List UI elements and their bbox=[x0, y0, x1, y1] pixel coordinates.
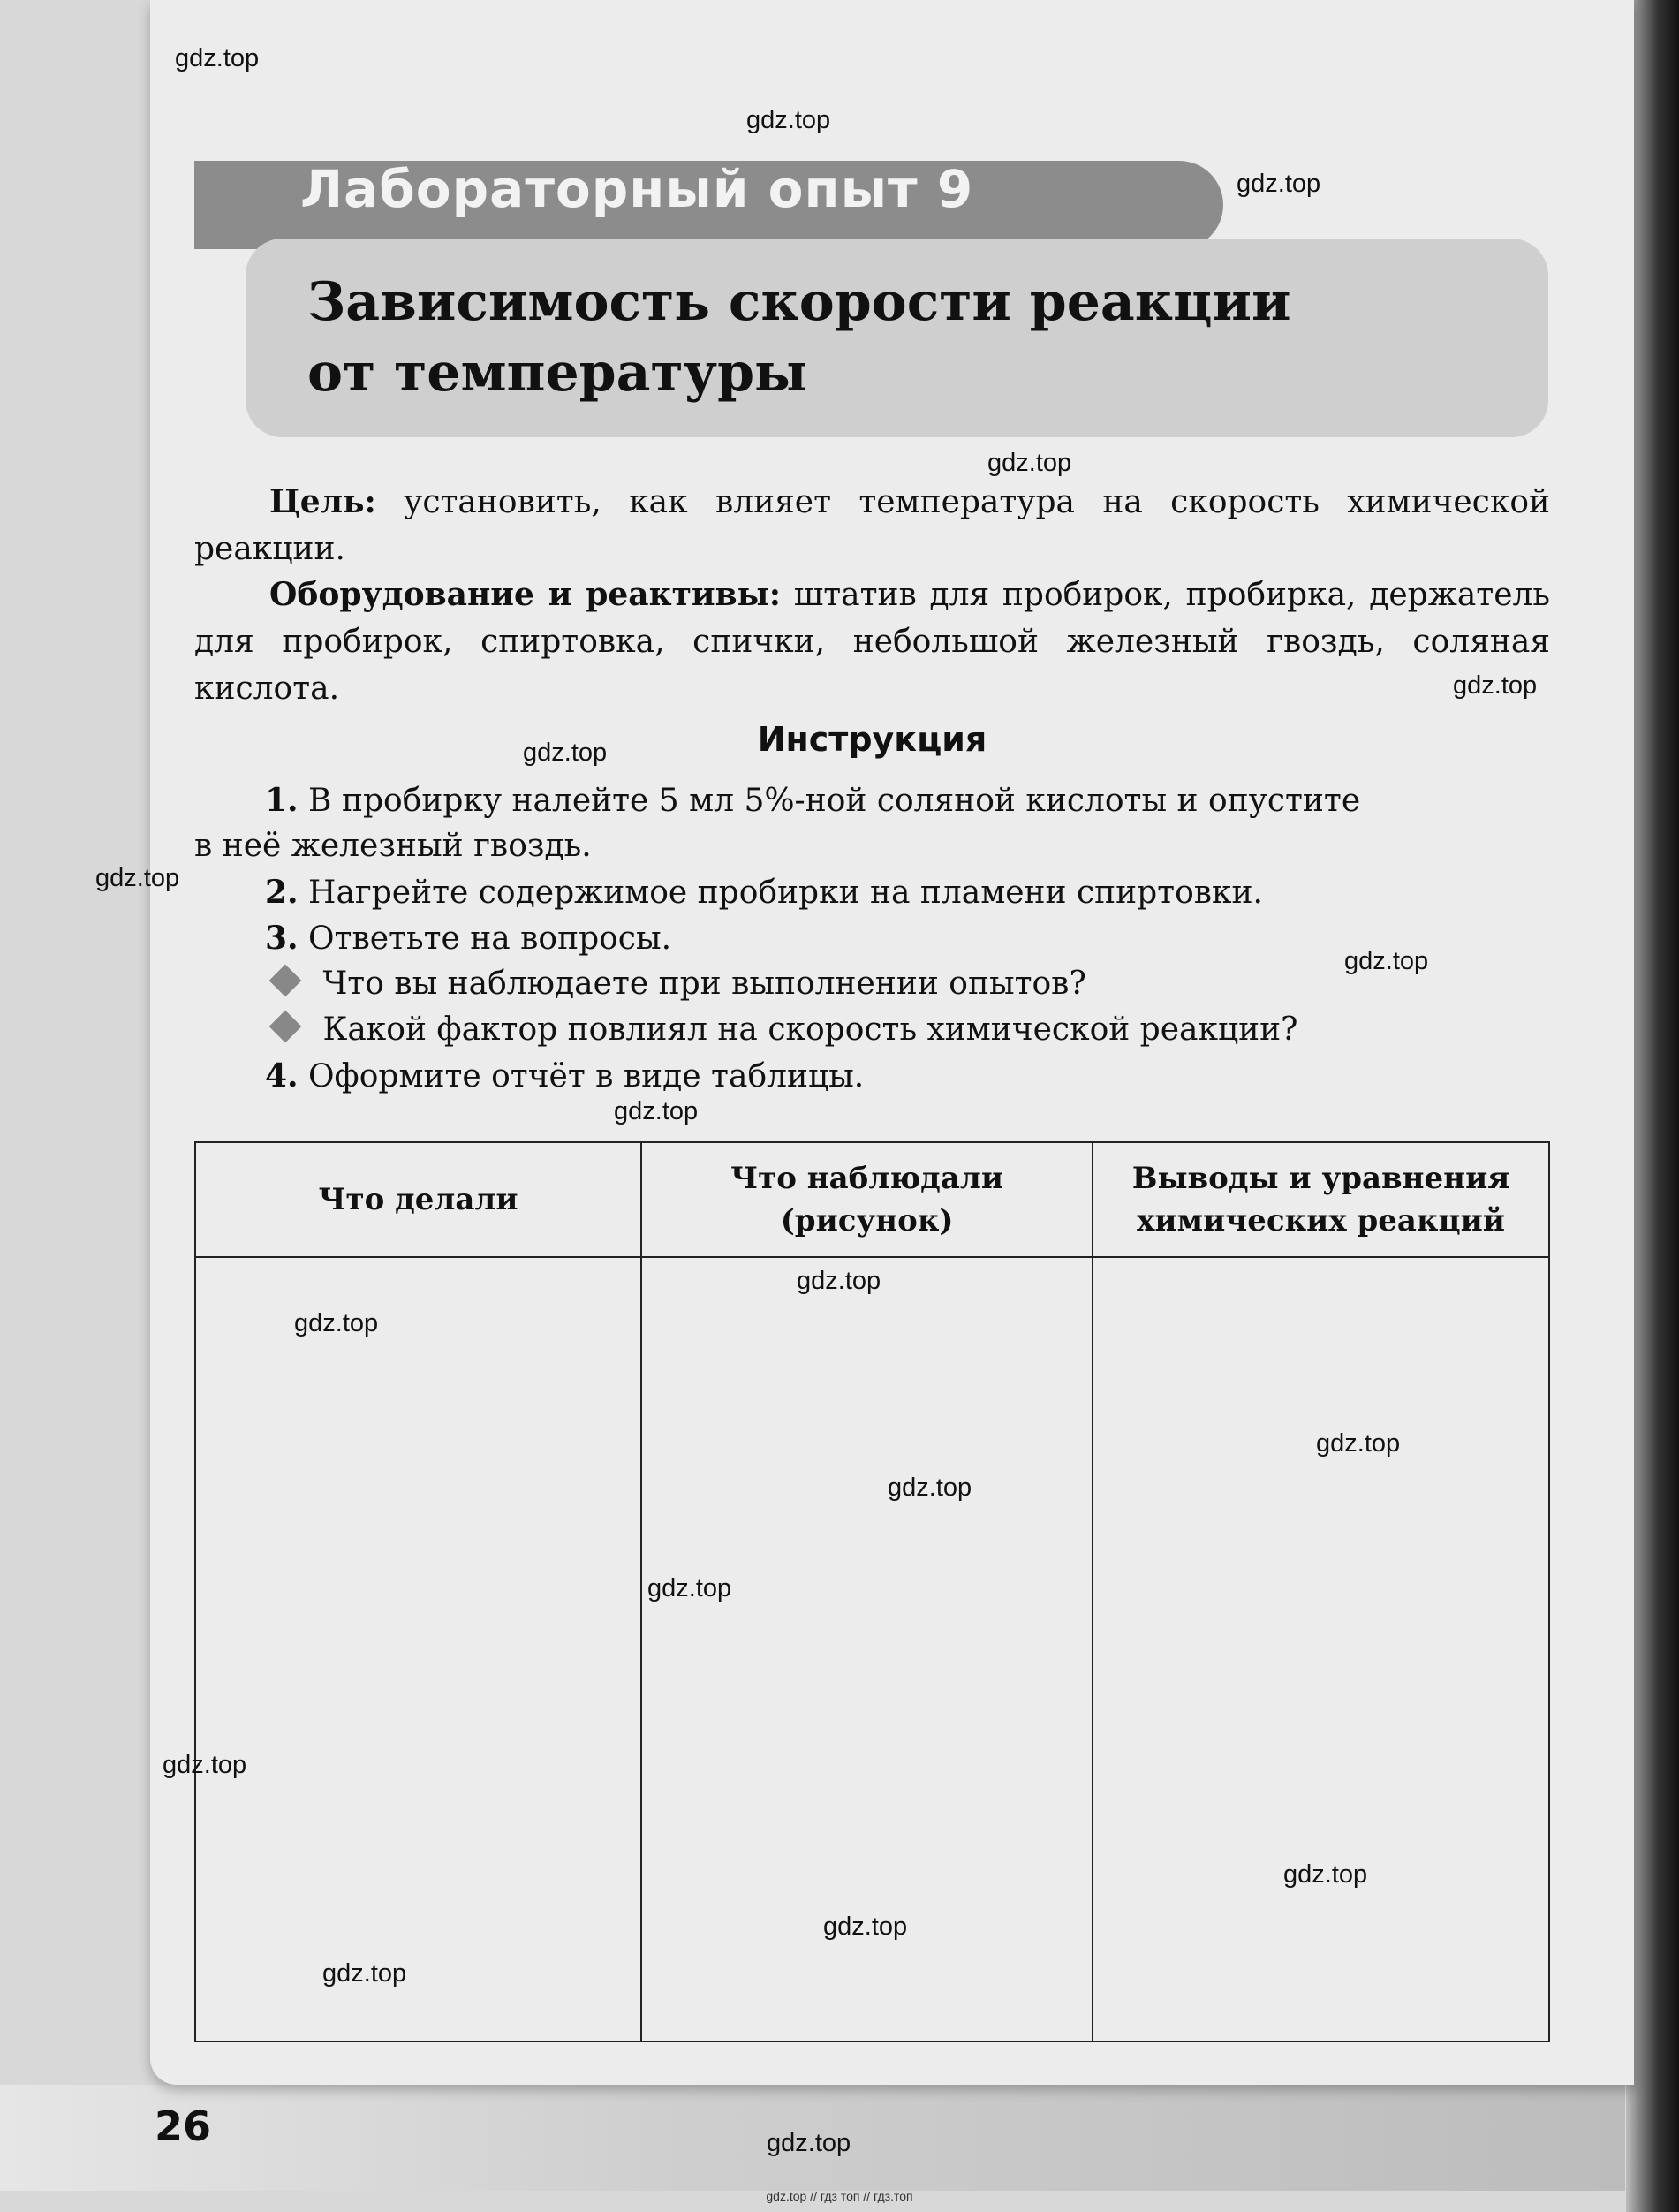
watermark: gdz.top bbox=[797, 1267, 881, 1295]
equipment-label: Оборудование и реактивы: bbox=[269, 576, 781, 613]
header-what-observed: Что наблюдали (рисунок) bbox=[641, 1142, 1093, 1257]
watermark: gdz.top bbox=[294, 1309, 379, 1337]
watermark: gdz.top bbox=[322, 1959, 407, 1988]
step-1-number: 1. bbox=[265, 782, 299, 819]
step-1-text: В пробирку налейте 5 мл 5%-ной соляной кислоты и опустите bbox=[308, 783, 1361, 819]
diamond-bullet-icon bbox=[269, 1011, 302, 1043]
equipment-paragraph bbox=[194, 572, 1550, 712]
watermark: gdz.top bbox=[1237, 170, 1321, 198]
step-4-number: 4. bbox=[265, 1057, 299, 1095]
watermark: gdz.top bbox=[1453, 671, 1538, 700]
step-4-text: Оформите отчёт в виде таблицы. bbox=[308, 1058, 865, 1095]
watermark: gdz.top bbox=[987, 449, 1072, 477]
step-2-number: 2. bbox=[265, 874, 299, 911]
topic-title bbox=[307, 267, 1456, 408]
step-1-continuation bbox=[194, 823, 1550, 869]
page-number: 26 bbox=[155, 2102, 212, 2150]
bottom-banner: gdz.top // гдз топ // гдз.топ bbox=[766, 2189, 913, 2203]
watermark: gdz.top bbox=[823, 1913, 908, 1941]
watermark: gdz.top bbox=[746, 106, 831, 134]
watermark: gdz.top bbox=[614, 1097, 699, 1125]
watermark: gdz.top bbox=[1316, 1429, 1401, 1458]
diamond-bullet-icon bbox=[269, 965, 302, 997]
equipment-text: штатив для пробирок, пробирка, держатель для пробирок, спиртовка, спички, небольшой железный гвоздь, соляная кислота. bbox=[194, 577, 1550, 707]
question-1-text: Что вы наблюдаете при выполнении опытов? bbox=[322, 966, 1086, 1002]
step-2 bbox=[194, 869, 1550, 916]
watermark: gdz.top bbox=[523, 739, 608, 767]
question-2-text: Какой фактор повлиял на скорость химической реакции? bbox=[322, 1011, 1298, 1048]
answer-cell-what-done[interactable] bbox=[195, 1257, 641, 2042]
instruction-heading: Инструкция bbox=[757, 720, 987, 759]
watermark: gdz.top bbox=[95, 864, 180, 892]
step-1-continuation-text: в неё железный гвоздь. bbox=[194, 828, 592, 864]
step-3-number: 3. bbox=[265, 920, 299, 957]
watermark: gdz.top bbox=[175, 44, 260, 72]
step-2-text: Нагрейте содержимое пробирки на пламени спиртовки. bbox=[308, 875, 1263, 911]
watermark: gdz.top bbox=[767, 2129, 851, 2157]
question-2 bbox=[194, 1007, 1550, 1053]
step-4 bbox=[194, 1053, 1550, 1100]
watermark: gdz.top bbox=[647, 1574, 732, 1602]
lab-label: Лабораторный опыт 9 bbox=[300, 159, 974, 219]
header-what-done: Что делали bbox=[195, 1142, 641, 1257]
watermark: gdz.top bbox=[1283, 1860, 1368, 1889]
step-1 bbox=[194, 777, 1550, 824]
step-3-text: Ответьте на вопросы. bbox=[308, 920, 672, 957]
watermark: gdz.top bbox=[163, 1751, 247, 1779]
topic-title-line1: Зависимость скорости реакции bbox=[307, 271, 1291, 333]
header-conclusions: Выводы и уравнения химических реакций bbox=[1093, 1142, 1549, 1257]
topic-title-line2: от температуры bbox=[307, 342, 808, 404]
page-right-shadow bbox=[1626, 0, 1679, 2212]
goal-label: Цель: bbox=[269, 483, 376, 520]
watermark: gdz.top bbox=[888, 1473, 972, 1502]
watermark: gdz.top bbox=[1344, 947, 1429, 975]
answer-cell-conclusions[interactable] bbox=[1093, 1257, 1549, 2042]
goal-paragraph bbox=[194, 479, 1550, 572]
table-header-row bbox=[195, 1142, 1549, 1257]
goal-text: установить, как влияет температура на скорость химической реакции. bbox=[194, 484, 1550, 567]
